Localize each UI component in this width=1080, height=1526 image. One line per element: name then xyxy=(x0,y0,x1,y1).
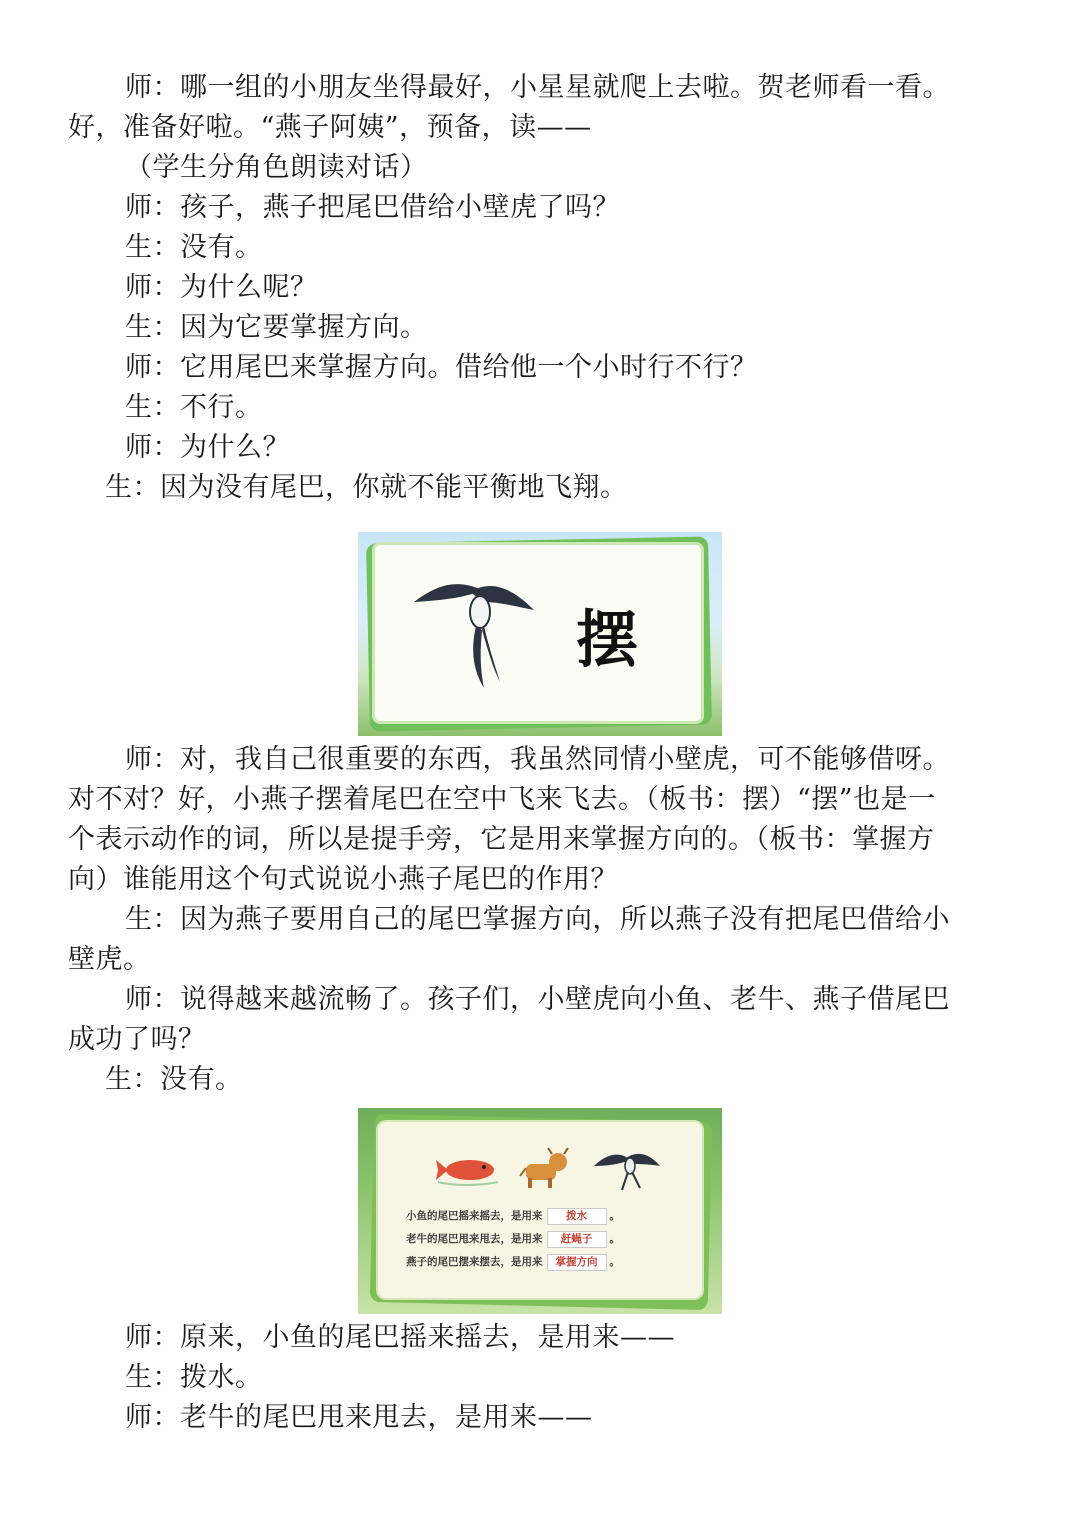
tail-function-row xyxy=(406,1231,620,1248)
ox-icon xyxy=(518,1146,570,1192)
answer-box: 拨水 xyxy=(547,1208,607,1225)
row-end: 。 xyxy=(609,1256,620,1268)
student-line: 生：拨水。 xyxy=(125,1362,263,1393)
answer-box: 掌握方向 xyxy=(547,1254,607,1271)
teacher-line: 师：为什么呢？ xyxy=(125,272,318,303)
teacher-line-continued: 好，准备好啦。“燕子阿姨”，预备，读—— xyxy=(68,112,592,143)
stage-direction: （学生分角色朗读对话） xyxy=(125,152,428,183)
teacher-line-continued: 向）谁能用这个句式说说小燕子尾巴的作用？ xyxy=(68,864,618,895)
teacher-line: 师：孩子，燕子把尾巴借给小壁虎了吗？ xyxy=(125,192,620,223)
student-line: 生：没有。 xyxy=(105,1064,243,1095)
row-end: 。 xyxy=(609,1233,620,1245)
row-text: 老牛的尾巴甩来甩去，是用来 xyxy=(406,1233,543,1245)
teacher-line-continued: 个表示动作的词，所以是提手旁，它是用来掌握方向的。（板书：掌握方 xyxy=(68,824,935,855)
student-line: 生：因为没有尾巴，你就不能平衡地飞翔。 xyxy=(105,472,628,503)
teacher-line: 师：哪一组的小朋友坐得最好，小星星就爬上去啦。贺老师看一看。 xyxy=(125,72,950,103)
teacher-line-continued: 成功了吗？ xyxy=(68,1024,206,1055)
swallow-icon xyxy=(410,572,540,692)
student-line-continued: 壁虎。 xyxy=(68,944,151,975)
row-text: 小鱼的尾巴摇来摇去，是用来 xyxy=(406,1210,543,1222)
slide-image-character-bai xyxy=(358,532,722,736)
teacher-line: 师：为什么？ xyxy=(125,432,290,463)
student-line: 生：没有。 xyxy=(125,232,263,263)
row-end: 。 xyxy=(609,1210,620,1222)
teacher-line: 师：原来，小鱼的尾巴摇来摇去，是用来—— xyxy=(125,1322,675,1353)
row-text: 燕子的尾巴摆来摆去，是用来 xyxy=(406,1256,543,1268)
student-line: 生：不行。 xyxy=(125,392,263,423)
teacher-line: 师：它用尾巴来掌握方向。借给他一个小时行不行？ xyxy=(125,352,758,383)
student-line: 生：因为它要掌握方向。 xyxy=(125,312,428,343)
teacher-line: 师：说得越来越流畅了。孩子们，小壁虎向小鱼、老牛、燕子借尾巴 xyxy=(125,984,950,1015)
swallow-icon xyxy=(592,1146,662,1192)
teacher-line: 师：对，我自己很重要的东西，我虽然同情小壁虎，可不能够借呀。 xyxy=(125,744,950,775)
board-character: 摆 xyxy=(576,603,639,676)
slide-image-tail-functions xyxy=(358,1108,722,1314)
fish-icon xyxy=(434,1152,502,1188)
answer-box: 赶蝇子 xyxy=(547,1231,607,1248)
tail-function-row xyxy=(406,1254,620,1271)
student-line: 生：因为燕子要用自己的尾巴掌握方向，所以燕子没有把尾巴借给小 xyxy=(125,904,950,935)
teacher-line: 师：老牛的尾巴甩来甩去，是用来—— xyxy=(125,1402,593,1433)
teacher-line-continued: 对不对？好，小燕子摆着尾巴在空中飞来飞去。（板书：摆）“摆”也是一 xyxy=(68,784,936,815)
tail-function-row xyxy=(406,1208,620,1225)
